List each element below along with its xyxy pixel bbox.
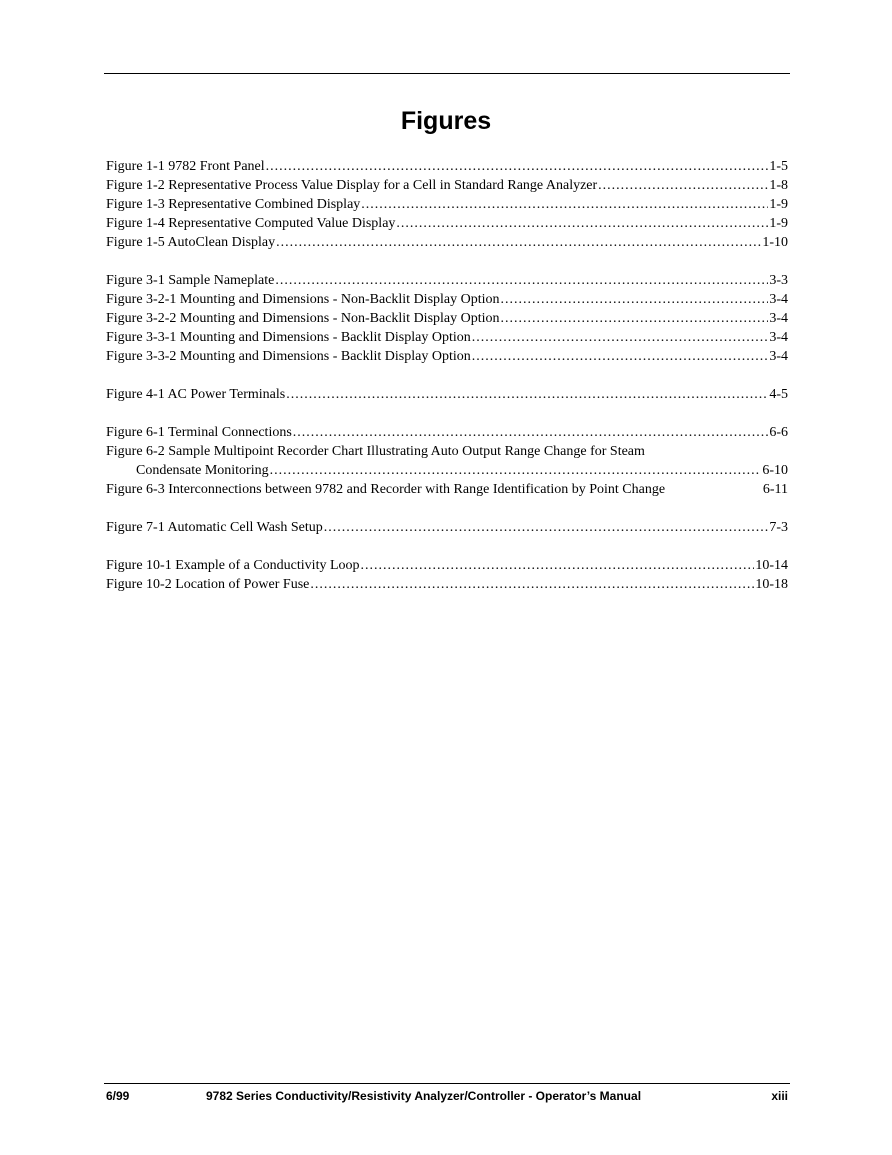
toc-entry[interactable]	[106, 423, 788, 442]
dot-leader	[472, 328, 769, 347]
toc-entry[interactable]	[106, 347, 788, 366]
toc-entry-label: Figure 1-1 9782 Front Panel	[106, 159, 265, 174]
toc-entry-label[interactable]: Figure 6-2 Sample Multipoint Recorder Chart Illustrating Auto Output Range Change for Steam	[106, 444, 645, 459]
dot-leader	[266, 157, 769, 176]
toc-entry-label: Figure 6-1 Terminal Connections	[106, 425, 292, 440]
toc-entry[interactable]	[106, 195, 788, 214]
toc-entry-page: 3-3	[769, 273, 788, 288]
toc-entry-label: Figure 3-3-2 Mounting and Dimensions - Backlit Display Option	[106, 349, 471, 364]
footer-manual-title: 9782 Series Conductivity/Resistivity Analyzer/Controller - Operator’s Manual	[206, 1089, 642, 1103]
toc-entry-page: 3-4	[769, 349, 788, 364]
toc-entry[interactable]	[106, 290, 788, 309]
header-rule	[104, 73, 790, 74]
figure-group	[106, 157, 788, 252]
toc-entry[interactable]	[106, 461, 788, 480]
toc-entry[interactable]	[106, 328, 788, 347]
toc-entry-page: 3-4	[769, 292, 788, 307]
toc-entry-label: Figure 10-2 Location of Power Fuse	[106, 577, 310, 592]
toc-entry-page: 4-5	[769, 387, 788, 402]
toc-entry[interactable]	[106, 157, 788, 176]
dot-leader	[293, 423, 769, 442]
toc-entry-page: 1-10	[762, 235, 788, 250]
toc-entry-label: Figure 3-3-1 Mounting and Dimensions - Backlit Display Option	[106, 330, 471, 345]
toc-entry-label: Figure 1-5 AutoClean Display	[106, 235, 276, 250]
toc-entry-page: 10-18	[755, 577, 788, 592]
dot-leader	[501, 309, 769, 328]
figure-group	[106, 423, 788, 499]
dot-leader	[396, 214, 768, 233]
toc-entry-label: Condensate Monitoring	[136, 463, 269, 478]
toc-entry-page: 7-3	[769, 520, 788, 535]
toc-entry-page: 10-14	[755, 558, 788, 573]
toc-entry-label: Figure 3-2-1 Mounting and Dimensions - Non-Backlit Display Option	[106, 292, 500, 307]
toc-entry-page: 6-11	[762, 482, 788, 497]
toc-entry[interactable]	[106, 233, 788, 252]
toc-entry-page: 1-8	[769, 178, 788, 193]
toc-entry-page: 1-9	[769, 197, 788, 212]
toc-entry[interactable]	[106, 385, 788, 404]
page-footer	[106, 1088, 788, 1104]
figure-group	[106, 271, 788, 366]
toc-entry-page: 1-9	[769, 216, 788, 231]
page-title: Figures	[400, 107, 492, 135]
dot-leader	[361, 556, 755, 575]
dot-leader	[275, 271, 768, 290]
toc-entry-label: Figure 4-1 AC Power Terminals	[106, 387, 286, 402]
toc-entry-label: Figure 1-3 Representative Combined Display	[106, 197, 361, 212]
dot-leader	[472, 347, 769, 366]
toc-entry-label: Figure 6-3 Interconnections between 9782 and Recorder with Range Identification by Point Change	[106, 482, 666, 497]
dot-leader	[598, 176, 768, 195]
toc-entry[interactable]	[106, 176, 788, 195]
footer-date: 6/99	[106, 1089, 130, 1103]
figures-list	[106, 157, 788, 613]
dot-leader	[286, 385, 768, 404]
toc-entry-page: 3-4	[769, 311, 788, 326]
dot-leader	[276, 233, 761, 252]
footer-page-number: xiii	[771, 1089, 788, 1103]
toc-entry-page: 6-6	[769, 425, 788, 440]
footer-rule	[104, 1083, 790, 1084]
toc-entry[interactable]	[106, 214, 788, 233]
toc-entry[interactable]	[106, 518, 788, 537]
toc-entry-page: 6-10	[762, 463, 788, 478]
dot-leader	[270, 461, 762, 480]
dot-leader	[501, 290, 769, 309]
figure-group	[106, 385, 788, 404]
dot-leader	[361, 195, 768, 214]
toc-entry-page: 1-5	[769, 159, 788, 174]
toc-entry-label: Figure 3-2-2 Mounting and Dimensions - Non-Backlit Display Option	[106, 311, 500, 326]
toc-entry[interactable]	[106, 480, 788, 499]
toc-entry[interactable]	[106, 271, 788, 290]
figure-group	[106, 518, 788, 537]
toc-entry[interactable]	[106, 556, 788, 575]
dot-leader	[310, 575, 754, 594]
toc-entry[interactable]	[106, 309, 788, 328]
toc-entry-label: Figure 1-4 Representative Computed Value Display	[106, 216, 396, 231]
toc-entry-label: Figure 7-1 Automatic Cell Wash Setup	[106, 520, 323, 535]
toc-entry-label: Figure 1-2 Representative Process Value Display for a Cell in Standard Range Analyzer	[106, 178, 598, 193]
dot-leader	[324, 518, 769, 537]
toc-entry-label: Figure 3-1 Sample Nameplate	[106, 273, 275, 288]
toc-entry[interactable]	[106, 575, 788, 594]
figure-group	[106, 556, 788, 594]
toc-entry-page: 3-4	[769, 330, 788, 345]
toc-entry-label: Figure 10-1 Example of a Conductivity Loop	[106, 558, 360, 573]
